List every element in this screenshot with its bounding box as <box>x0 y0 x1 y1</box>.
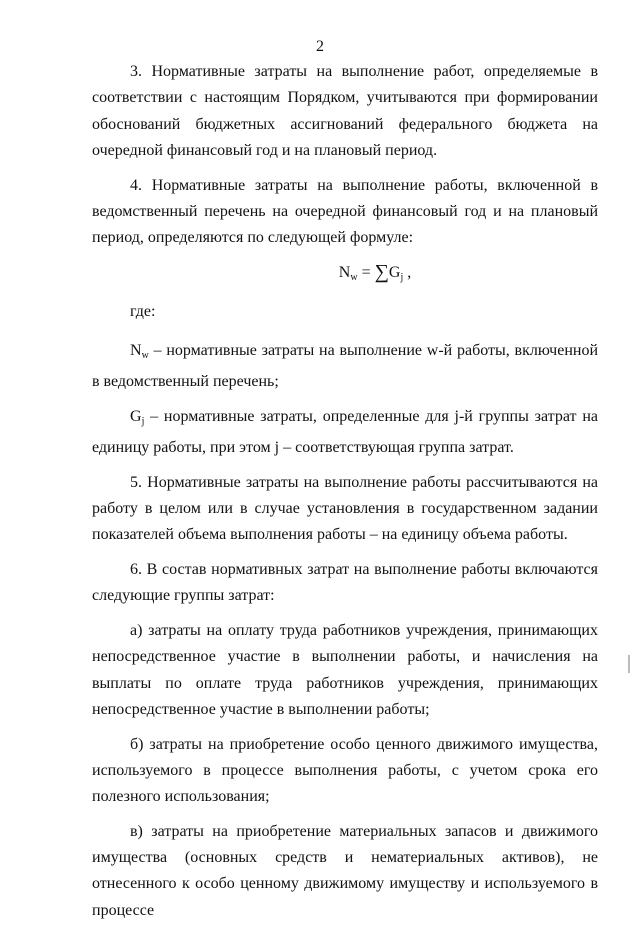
formula-tail: , <box>403 264 412 282</box>
scan-mark-right <box>628 655 630 673</box>
document-body <box>92 59 598 932</box>
def-gj-sub: j <box>141 415 145 427</box>
item-v: в) затраты на приобретение материальных запасов и движимого имущества (основных средств и нематериальных активов), не отнесенного к особо ценному движимому имуществу и используемого в процессе <box>92 822 598 919</box>
page-number: 2 <box>316 38 324 55</box>
def-nw-symbol: N <box>130 341 142 359</box>
formula-rhs: G <box>388 264 401 282</box>
def-nw-sub: w <box>141 349 149 361</box>
def-gj-symbol: G <box>130 407 142 425</box>
paragraph-3: 3. Нормативные затраты на выполнение работ, определяемые в соответствии с настоящим Порядком, учитываются при формировании обоснований бюджетных ассигнований федерального бюджета на очередной финансовый год и на плановый период. <box>92 63 598 159</box>
definition-gj <box>92 404 598 462</box>
paragraph-5: 5. Нормативные затраты на выполнение работы рассчитываются на работу в целом или в случае установления в государственном задании показателей объема выполнения работы – на единицу объема работы. <box>92 473 598 544</box>
item-a: а) затраты на оплату труда работников учреждения, принимающих непосредственное участие в выполнении работы, и начисления на выплаты по оплате труда работников учреждения, принимающих непосредственное участие в выполнении работы; <box>92 622 598 718</box>
sigma-symbol: ∑ <box>374 261 389 284</box>
item-b: б) затраты на приобретение особо ценного движимого имущества, используемого в процессе выполнения работы, с учетом срока его полезного использования; <box>92 735 598 806</box>
paragraph-4: 4. Нормативные затраты на выполнение работы, включенной в ведомственный перечень на очередной финансовый год и на плановый период, определяются по следующей формуле: <box>92 176 598 247</box>
def-nw-text: – нормативные затраты на выполнение w-й работы, включенной в ведомственный перечень; <box>92 341 598 391</box>
formula <box>92 257 598 287</box>
formula-lhs-sub: w <box>350 272 358 284</box>
definition-nw <box>92 338 598 396</box>
formula-equals: = <box>357 264 375 282</box>
def-gj-text: – нормативные затраты, определенные для j-й группы затрат на единицу работы, при этом j – соответствующая группа затрат. <box>92 407 598 457</box>
formula-lhs: N <box>338 264 351 282</box>
where-label: где: <box>130 303 156 321</box>
formula-rhs-sub: j <box>400 272 404 284</box>
paragraph-6: 6. В состав нормативных затрат на выполнение работы включаются следующие группы затрат: <box>92 561 598 605</box>
